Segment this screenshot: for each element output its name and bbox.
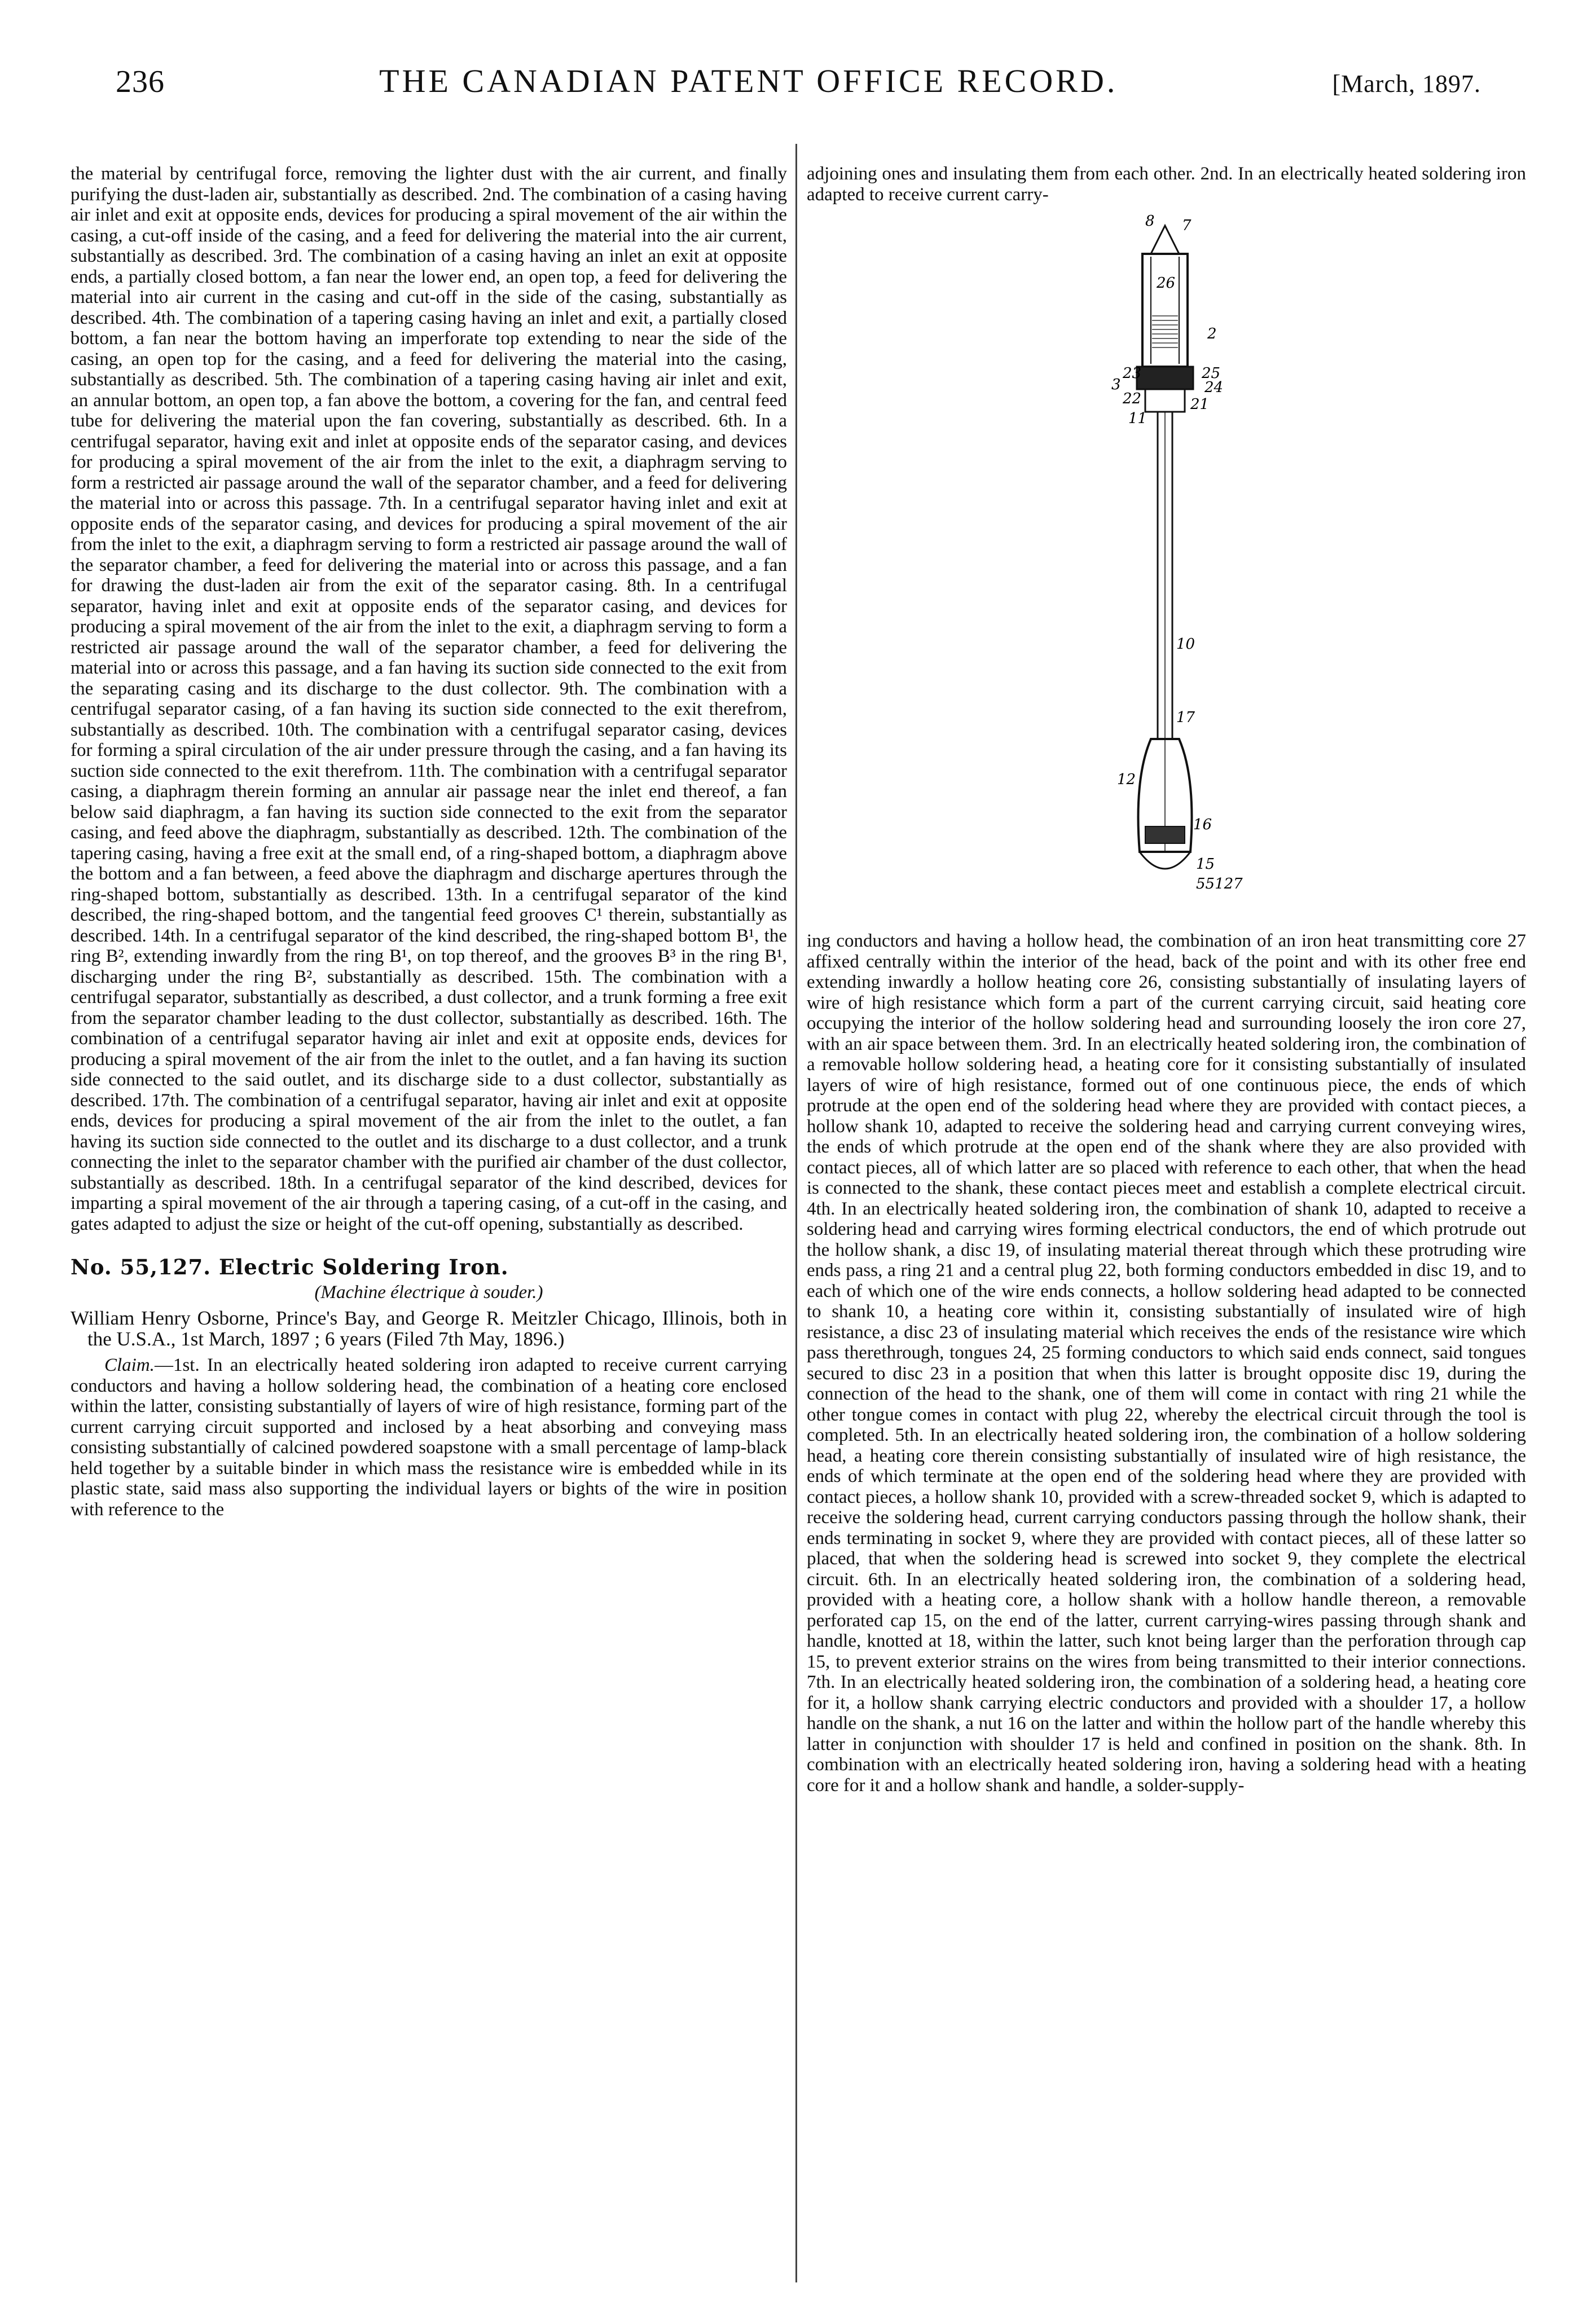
label-8: 8 <box>1145 214 1155 230</box>
right-top-text: adjoining ones and insulating them from each other. 2nd. In an electrically heated soldering iron adapted to receive current carry- <box>807 164 1526 205</box>
issue-date: [March, 1897. <box>1332 70 1481 98</box>
label-26: 26 <box>1157 275 1176 292</box>
label-11: 11 <box>1128 410 1147 427</box>
right-column-bottom <box>807 931 1526 2282</box>
soldering-iron-drawing <box>1066 214 1269 920</box>
patent-heading: No. 55,127. Electric Soldering Iron. <box>71 1255 509 1279</box>
claim-label: Claim. <box>104 1355 155 1375</box>
label-7: 7 <box>1182 217 1191 234</box>
label-10: 10 <box>1176 636 1195 653</box>
page-number: 236 <box>116 64 165 99</box>
label-2: 2 <box>1207 325 1217 342</box>
page-header <box>116 62 1481 107</box>
label-15: 15 <box>1196 856 1215 873</box>
patent-inventors: William Henry Osborne, Prince's Bay, and George R. Meitzler Chicago, Illinois, both in the U.S.A., 1st March, 1897 ; 6 years (Filed 7th May, 1896.) <box>71 1307 787 1350</box>
soldering-iron-figure <box>1066 214 1269 920</box>
label-12: 12 <box>1117 771 1136 788</box>
label-17: 17 <box>1176 709 1195 726</box>
label-16: 16 <box>1193 816 1212 833</box>
label-24: 24 <box>1204 379 1224 396</box>
label-22: 22 <box>1123 390 1142 407</box>
publication-title: THE CANADIAN PATENT OFFICE RECORD. <box>379 63 1118 99</box>
figure-patent-number: 55127 <box>1196 876 1243 892</box>
label-3: 3 <box>1111 376 1121 393</box>
column-divider <box>795 144 797 2282</box>
left-column <box>71 164 787 2282</box>
label-25: 25 <box>1202 365 1221 382</box>
claim-paragraph <box>71 1355 787 1520</box>
label-21: 21 <box>1190 396 1210 413</box>
label-23: 23 <box>1123 365 1142 382</box>
patent-french-title: (Machine électrique à souder.) <box>314 1282 543 1303</box>
continued-claims-text: the material by centrifugal force, removing the lighter dust with the air current, and finally purifying the dust-laden air, substantially as described. 2nd. The combination of a casing having air inlet and exit at opposite ends, devices for producing a spiral movement of the air within the casing, a cut-off inside of the casing, and a feed for delivering the material into the air current, substantially as described. 3rd. The combination of a casing having an inlet an exit at opposite ends, a partially closed bottom, a fan near the lower end, an open top, a feed for delivering the material into air current in the casing and cut-off in the side of the casing, substantially as described. 4th. The combination of a tapering casing having an inlet and exit, a partially closed bottom, a fan near the bottom having an imperforate top extending to near the side of the casing, an open top for the casing, and a feed for delivering the material into the casing, substantially as described. 5th. The combination of a tapering casing having air inlet and exit, an annular bottom, an open top, a fan above the bottom, a covering for the fan, and central feed tube for delivering the material upon the fan covering, substantially as described. 6th. In a centrifugal separator, having exit and inlet at opposite ends of the separator casing, and devices for producing a spiral movement of the air from the inlet to the exit, a diaphragm serving to form a restricted air passage around the wall of the separator chamber, and a feed for delivering the material into or across this passage. 7th. In a centrifugal separator having inlet and exit at opposite ends of the separator casing, and devices for producing a spiral movement of the air from the inlet to the exit, a diaphragm serving to form a restricted air passage around the wall of the separator chamber, a feed for delivering the material into or across this passage, and a fan for drawing the dust-laden air from the exit of the separator casing. 8th. In a centrifugal separator, having inlet and exit at opposite ends of the separator casing, and devices for producing a spiral movement of the air from the inlet to the exit, a diaphragm serving to form a restricted air passage around the wall of the separator chamber, a feed for delivering the material into or across this passage, and a fan having its suction side connected to the exit from the separating casing and its discharge to the dust collector. 9th. The combination with a centrifugal separator casing, of a fan having its suction side connected to the exit therefrom, substantially as described. 10th. The combination with a centrifugal separator casing, devices for forming a spiral circulation of the air under pressure through the casing, and a fan having its suction side connected to the exit therefrom. 11th. The combination with a centrifugal separator casing, a diaphragm therein forming an annular air passage near the inlet end thereof, a fan below said diaphragm, a fan having its suction side connected to the exit from the separator casing, and feed above the diaphragm, substantially as described. 12th. The combination of the tapering casing, having a free exit at the small end, of a ring-shaped bottom, a diaphragm above the bottom and a fan between, a feed above the diaphragm and discharge apertures through the ring-shaped bottom, substantially as described. 13th. In a centrifugal separator of the kind described, the ring-shaped bottom, and the tangential feed grooves C¹ therein, substantially as described. 14th. In a centrifugal separator of the kind described, the ring-shaped bottom B¹, the ring B², extending inwardly from the ring B¹, on top thereof, and the grooves B³ in the ring B¹, discharging under the ring B², substantially as described. 15th. The combination with a centrifugal separator, substantially as described, a dust collector, and a trunk forming a free exit from the separator chamber leading to the dust collector, substantially as described. 16th. The combination of a centrifugal separator having air inlet and exit at opposite ends, devices for producing a spiral movement of the air from the inlet to the outlet, and a fan having its suction side connected to the said outlet, and its discharge side to a dust collector, substantially as described. 17th. The combination of a centrifugal separator, having air inlet and exit at opposite ends, devices for producing a spiral movement of the air from the inlet to the outlet, a fan having its suction side connected to the outlet and its discharge to a dust collector, and a trunk connecting the inlet to the separator chamber with the purified air chamber of the dust collector, substantially as described. 18th. In a centrifugal separator of the kind described, devices for imparting a spiral movement of the air through a tapering casing, of a cut-off in the casing, and gates adapted to adjust the size or height of the cut-off opening, substantially as described. <box>71 164 787 1234</box>
claim-text-start: —1st. In an electrically heated soldering iron adapted to receive current carrying conductors and having a hollow soldering head, the combination of a heating core enclosed within the latter, consisting substantially of layers of wire of high resistance, forming part of the current carrying circuit supported and inclosed by a heat absorbing and conveying mass consisting substantially of calcined powdered soapstone with a small percentage of lamp-black held together by a suitable binder in which mass the resistance wire is embedded while in its plastic state, said mass also supporting the individual layers or bights of the wire in position with reference to the <box>71 1355 787 1520</box>
right-column-top <box>807 164 1526 205</box>
right-bottom-text: ing conductors and having a hollow head, the combination of an iron heat transmitting core 27 affixed centrally within the interior of the head, back of the point and with its other free end extending inwardly a hollow heating core 26, consisting substantially of insulating layers of wire of high resistance which form a part of the current carrying circuit, said heating core occupying the interior of the hollow soldering head and surrounding loosely the iron core 27, with an air space between them. 3rd. In an electrically heated soldering iron, the combination of a removable hollow soldering head, a heating core for it consisting substantially of insulated layers of wire of high resistance, formed out of one continuous piece, the ends of which protrude at the open end of the soldering head where they are provided with contact pieces, a hollow shank 10, adapted to receive the soldering head and carrying current conveying wires, the ends of which protrude at the open end of the shank where they are also provided with contact pieces, all of which latter are so placed with reference to each other, that when the head is connected to the shank, these contact pieces meet and establish a complete electrical circuit. 4th. In an electrically heated soldering iron, the combination of shank 10, adapted to receive a soldering head and carrying wires forming electrical conductors, the end of which protrude out the hollow shank, a disc 19, of insulating material thereat through which these protruding wire ends pass, a ring 21 and a central plug 22, both forming conductors embedded in disc 19, and to each of which one of the wire ends connects, a hollow soldering head adapted to be connected to shank 10, a heating core within it, consisting substantially of insulated wire of high resistance, a disc 23 of insulating material which receives the ends of the resistance wire which pass therethrough, tongues 24, 25 forming conductors to which said ends connect, said tongues secured to disc 23 in a position that when this latter is brought opposite disc 19, during the connection of the head to the shank, one of them will come in contact with ring 21 while the other tongue comes in contact with plug 22, whereby the electrical circuit through the tool is completed. 5th. In an electrically heated soldering iron, the combination of a hollow soldering head, a heating core therein consisting substantially of insulated wire of high resistance, the ends of which terminate at the open end of the soldering head where they are provided with contact pieces, a hollow shank 10, provided with a screw-threaded socket 9, which is adapted to receive the soldering head, current carrying conductors passing through the hollow shank, their ends terminating in socket 9, where they are provided with contact pieces, all of these latter so placed, that when the soldering head is screwed into socket 9, they complete the electrical circuit. 6th. In an electrically heated soldering iron, the combination of a soldering head, provided with a heating core, a hollow shank with a hollow handle thereon, a removable perforated cap 15, on the end of the latter, current carrying-wires passing through shank and handle, knotted at 18, within the latter, such knot being larger than the perforation through cap 15, to prevent exterior strains on the wires from being transmitted to their interior connections. 7th. In an electrically heated soldering iron, the combination of a soldering head, a heating core for it, a hollow shank carrying electric conductors and provided with a shoulder 17, a hollow handle on the shank, a nut 16 on the latter and within the hollow part of the handle whereby this latter in conjunction with shoulder 17 is held and confined in position on the shank. 8th. In combination with an electrically heated soldering iron, having a soldering head with a heating core for it and a hollow shank and handle, a solder-supply- <box>807 931 1526 1796</box>
